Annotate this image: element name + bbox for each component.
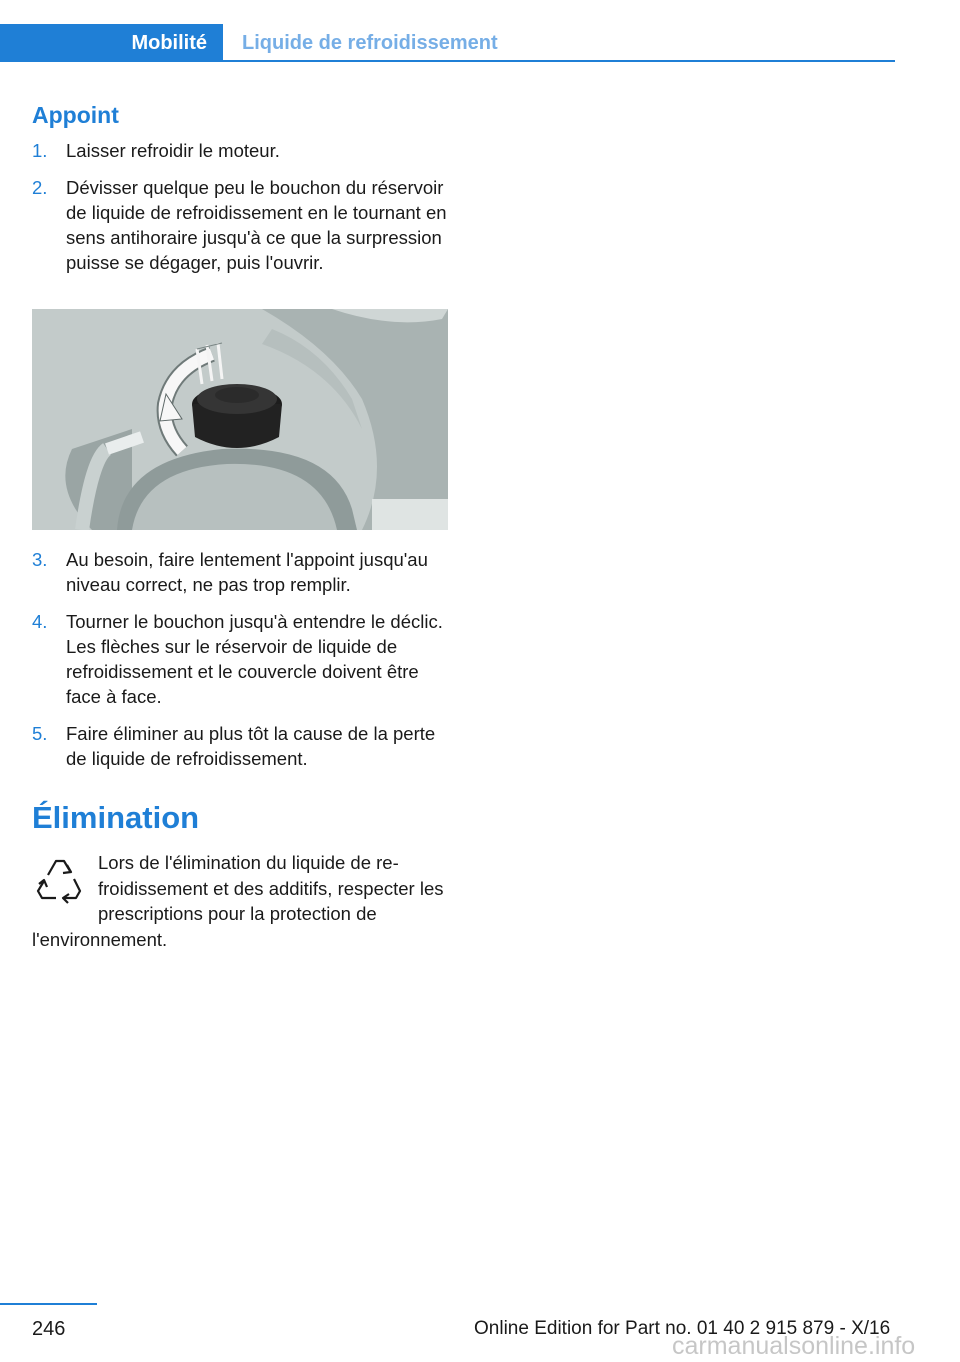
steps-list-top [32, 138, 450, 287]
step-item [32, 175, 450, 275]
step-text: Faire éliminer au plus tôt la cause de la perte de liquide de refroidissement. [66, 723, 436, 769]
page-header [0, 24, 895, 62]
step-item [32, 138, 450, 163]
elimination-heading: Élimination [32, 800, 200, 835]
steps-list-bottom [32, 547, 450, 783]
step-text: Tourner le bouchon jusqu'à entendre le déclic. Les flèches sur le réservoir de liquide de refroidissement et le couvercle doivent être face à face. [66, 611, 443, 707]
topic-tab[interactable]: Liquide de refroidissement [242, 31, 498, 54]
header-rule [0, 60, 895, 62]
coolant-cap-illustration [32, 309, 448, 530]
step-text: Au besoin, faire lentement l'appoint jusqu'au niveau correct, ne pas trop remplir. [66, 549, 428, 595]
step-item [32, 609, 450, 709]
recycle-icon [34, 853, 84, 907]
step-item [32, 721, 450, 771]
appoint-heading: Appoint [32, 102, 119, 128]
elimination-paragraph [32, 850, 448, 952]
watermark: carmanualsonline.info [672, 1332, 916, 1360]
step-text: Dévisser quelque peu le bouchon du réservoir de liquide de refroidissement en le tournant en sens antihoraire jusqu'à ce que la surpression puisse se dégager, puis l'ouvrir. [66, 177, 447, 273]
edition-note: Online Edition for Part no. 01 40 2 915 879 - X/16 [474, 1318, 891, 1339]
step-number: 1. [32, 140, 48, 161]
coolant-reservoir-image [32, 309, 448, 530]
step-number: 2. [32, 177, 48, 198]
step-number: 4. [32, 611, 48, 632]
elimination-text: Lors de l'élimination du liquide de refroidissement et des additifs, respecter les prescriptions pour la protection de l'environnement. [32, 852, 444, 950]
step-text: Laisser refroidir le moteur. [66, 140, 280, 161]
step-item [32, 547, 450, 597]
section-tab[interactable]: Mobilité [0, 24, 223, 62]
footer-rule [0, 1303, 97, 1305]
page-number: 246 [32, 1318, 66, 1340]
step-number: 5. [32, 723, 48, 744]
step-number: 3. [32, 549, 48, 570]
